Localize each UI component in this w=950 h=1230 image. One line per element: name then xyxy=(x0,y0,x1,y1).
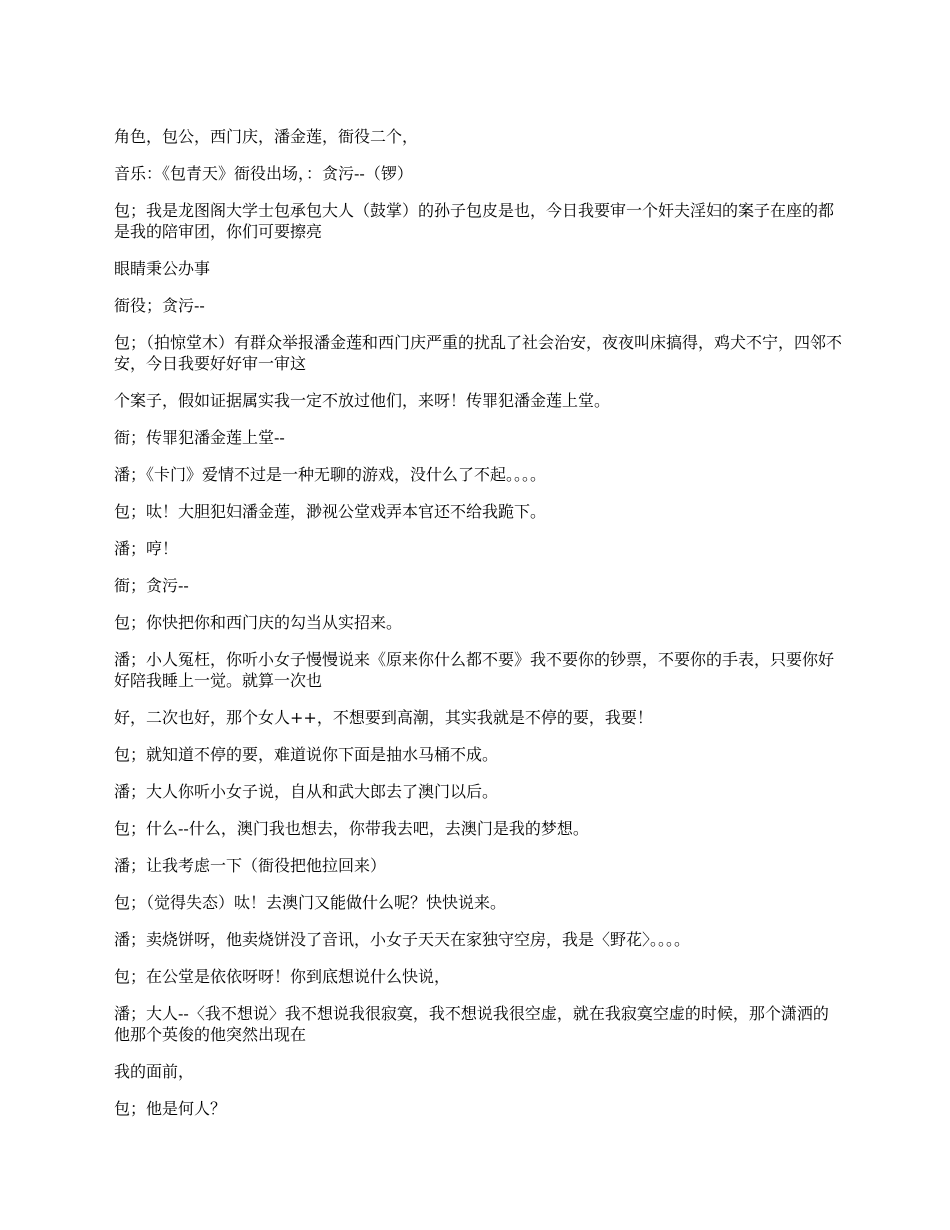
dialogue-line: 包；我是龙图阁大学士包承包大人（鼓掌）的孙子包皮是也，今日我要审一个奸夫淫妇的案子在座的都是我的陪审团，你们可要擦亮 xyxy=(114,201,835,241)
dialogue-line: 包；（拍惊堂木）有群众举报潘金莲和西门庆严重的扰乱了社会治安，夜夜叫床搞得，鸡犬不宁，四邻不安，今日我要好好审一审这 xyxy=(114,333,843,373)
dialogue-line: 包；（觉得失态）呔！去澳门又能做什么呢？快快说来。 xyxy=(114,893,507,912)
dialogue-line: 角色，包公，西门庆，潘金莲，衙役二个， xyxy=(114,127,419,146)
dialogue-line: 好，二次也好，那个女人++，不想要到高潮，其实我就是不停的要，我要！ xyxy=(114,708,653,727)
dialogue-line: 个案子，假如证据属实我一定不放过他们，来呀！传罪犯潘金莲上堂。 xyxy=(114,391,611,410)
dialogue-line: 潘；哼！ xyxy=(114,539,179,558)
dialogue-line: 衙役；贪污-- xyxy=(114,296,205,315)
dialogue-line: 眼睛秉公办事 xyxy=(114,259,211,278)
script-text xyxy=(114,126,844,1135)
dialogue-line: 包；在公堂是依依呀呀！你到底想说什么快说， xyxy=(114,967,451,986)
dialogue-line: 潘；小人冤枉，你听小女子慢慢说来《原来你什么都不要》我不要你的钞票，不要你的手表，只要你好好陪我睡上一觉。就算一次也 xyxy=(114,650,835,690)
dialogue-line: 包；他是何人？ xyxy=(114,1099,227,1118)
dialogue-line: 潘；让我考虑一下（衙役把他拉回来） xyxy=(114,856,387,875)
dialogue-line: 潘；大人--〈我不想说〉我不想说我很寂寞，我不想说我很空虚，就在我寂寞空虚的时候，那个潇洒的他那个英俊的他突然出现在 xyxy=(114,1004,829,1044)
dialogue-line: 衙；贪污-- xyxy=(114,576,189,595)
dialogue-line: 我的面前， xyxy=(114,1062,195,1081)
dialogue-line: 潘；卖烧饼呀，他卖烧饼没了音讯，小女子天天在家独守空房，我是〈野花〉。。。。 xyxy=(114,930,691,949)
dialogue-line: 包；你快把你和西门庆的勾当从实招来。 xyxy=(114,613,403,632)
dialogue-line: 潘；大人你听小女子说，自从和武大郎去了澳门以后。 xyxy=(114,782,499,801)
dialogue-line: 潘；《卡门》爱情不过是一种无聊的游戏，没什么了不起。。。。 xyxy=(114,465,547,484)
dialogue-line: 音乐：《包青天》衙役出场，：贪污--（锣） xyxy=(114,164,413,183)
dialogue-line: 包；呔！大胆犯妇潘金莲，渺视公堂戏弄本官还不给我跪下。 xyxy=(114,502,547,521)
dialogue-line: 包；就知道不停的要，难道说你下面是抽水马桶不成。 xyxy=(114,745,499,764)
dialogue-line: 包；什么--什么，澳门我也想去，你带我去吧，去澳门是我的梦想。 xyxy=(114,819,589,838)
dialogue-line: 衙；传罪犯潘金莲上堂-- xyxy=(114,428,285,447)
